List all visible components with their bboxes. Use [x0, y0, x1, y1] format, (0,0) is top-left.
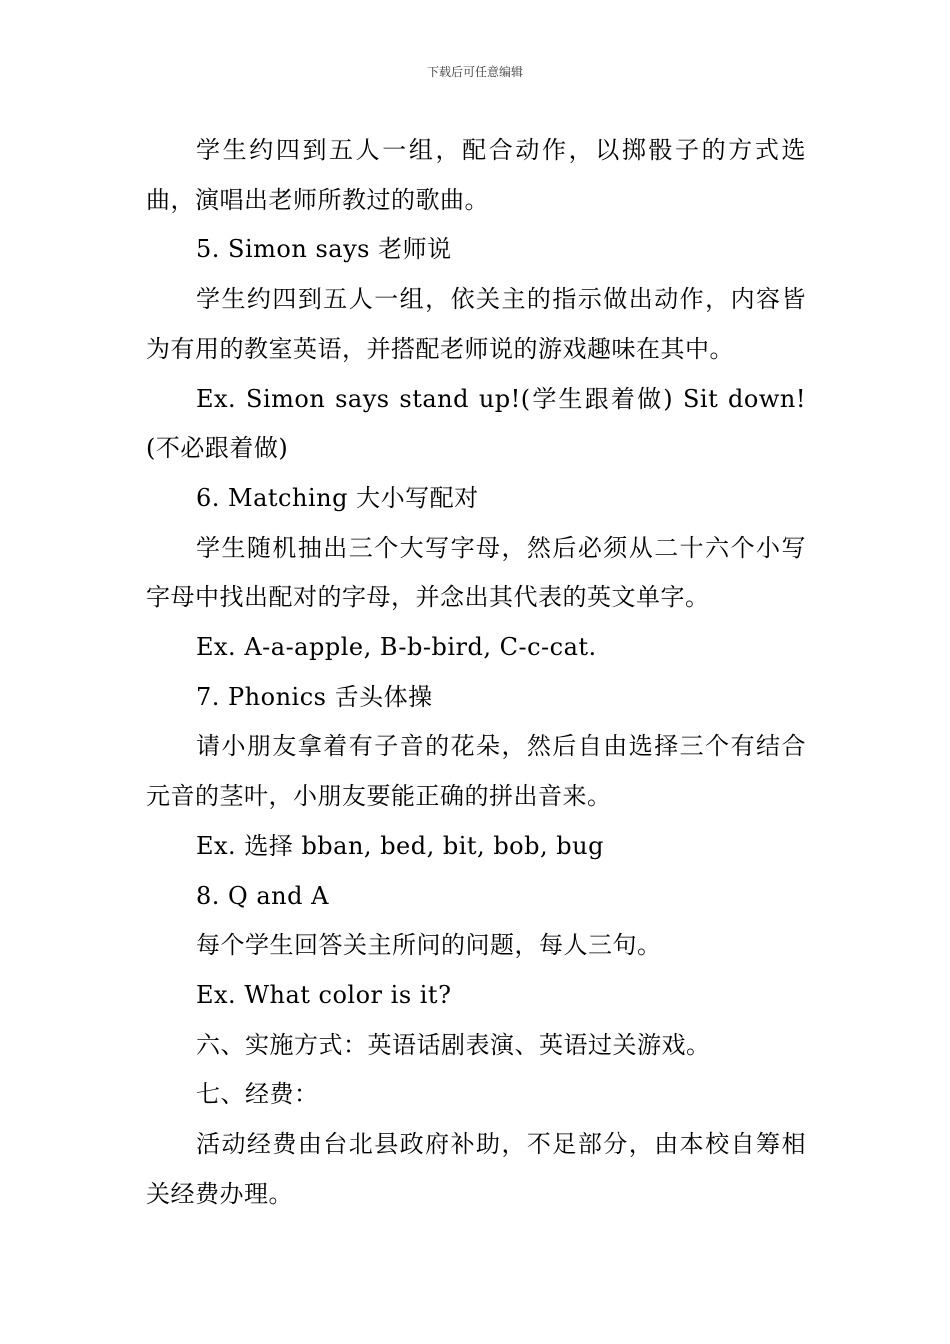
paragraph-q-and-a-description: 每个学生回答关主所问的问题，每人三句。: [196, 931, 662, 960]
document-body: [146, 126, 806, 1219]
example-matching: Ex. A-a-apple, B-b-bird, C-c-cat.: [196, 633, 597, 662]
page-header-note: 下载后可任意编辑: [426, 65, 523, 79]
paragraph-funding-description: 活动经费由台北县政府补助，不足部分，由本校自筹相关经费办理。: [146, 1130, 806, 1208]
heading-simon-says: 5. Simon says 老师说: [196, 235, 452, 264]
section-funding-heading: 七、经费：: [196, 1080, 319, 1109]
paragraph-simon-says-description: 学生约四到五人一组，依关主的指示做出动作，内容皆为有用的教室英语，并搭配老师说的游戏趣味在其中。: [146, 285, 806, 363]
heading-phonics: 7. Phonics 舌头体操: [196, 682, 433, 711]
heading-q-and-a: 8. Q and A: [196, 881, 329, 910]
paragraph-phonics-description: 请小朋友拿着有子音的花朵，然后自由选择三个有结合元音的茎叶，小朋友要能正确的拼出音来。: [146, 732, 806, 811]
example-phonics: Ex. 选择 bban, bed, bit, bob, bug: [196, 831, 604, 860]
example-simon-says: Ex. Simon says stand up!(学生跟着做) Sit down!(不必跟着做): [146, 384, 806, 463]
example-q-and-a: Ex. What color is it?: [196, 980, 452, 1009]
paragraph-group-song-selection: 学生约四到五人一组，配合动作，以掷骰子的方式选曲，演唱出老师所教过的歌曲。: [146, 136, 806, 214]
section-implementation: 六、实施方式：英语话剧表演、英语过关游戏。: [196, 1030, 711, 1059]
heading-matching: 6. Matching 大小写配对: [196, 483, 479, 512]
paragraph-matching-description: 学生随机抽出三个大写字母，然后必须从二十六个小写字母中找出配对的字母，并念出其代表的英文单字。: [146, 533, 806, 612]
